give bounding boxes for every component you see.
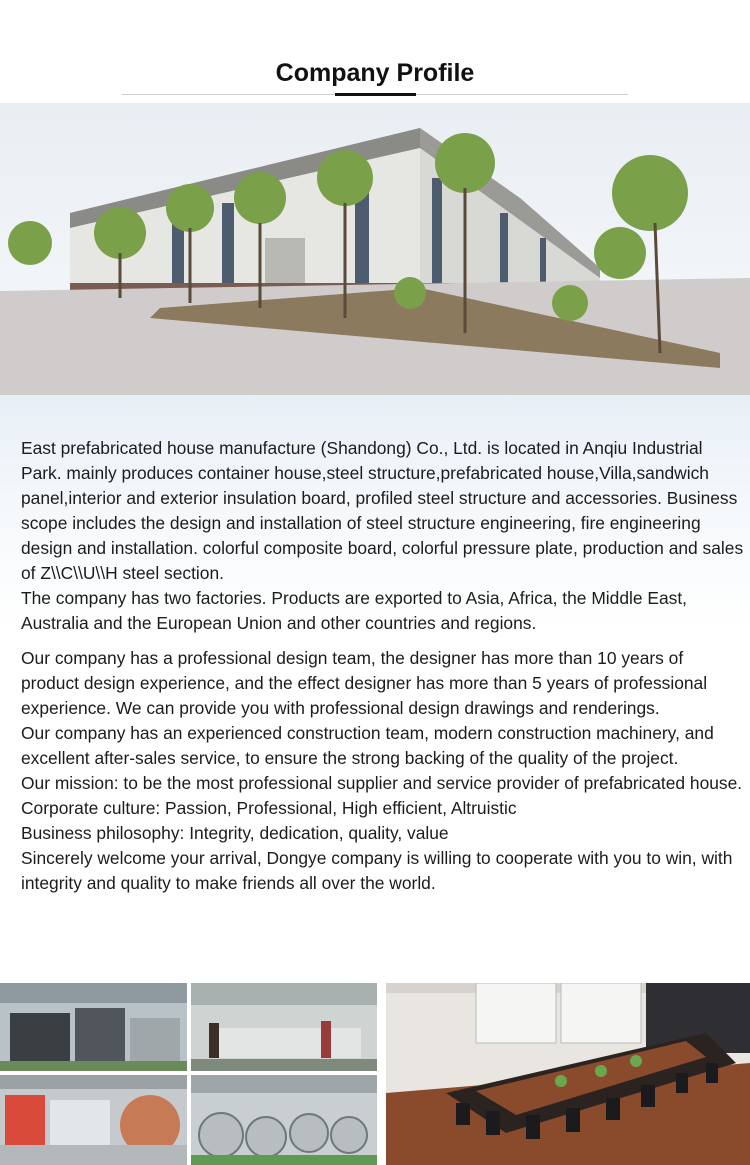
details-paragraph: Our mission: to be the most professional supplier and service provider of prefabricated house.: [21, 773, 743, 793]
workshop-photo: [0, 983, 187, 1071]
details-paragraph: Our company has an experienced construction team, modern construction machinery, and excellent after-sales service, to ensure the strong backing of the quality of the project.: [21, 723, 714, 768]
steel-coil-photo: [191, 1075, 377, 1165]
details-paragraph: Corporate culture: Passion, Professional, High efficient, Altruistic: [21, 798, 517, 818]
factory-photo: [0, 103, 750, 395]
header: [0, 0, 750, 103]
title-underline: [335, 93, 416, 96]
workshop-photo: [191, 983, 377, 1071]
meeting-room-photo: [386, 983, 750, 1165]
intro-paragraph: East prefabricated house manufacture (Shandong) Co., Ltd. is located in Anqiu Industrial Park. mainly produces container house,steel structure,prefabricated house,Villa,sandwich panel,interior and exterior insulation board, profiled steel structure and accessories. Business scope includes the design and installation of steel structure engineering, fire engineering design and installation. colorful composite board, colorful pressure plate, production and sales of Z\\C\\U\\H steel section.: [21, 438, 744, 583]
page-title: Company Profile: [275, 59, 475, 87]
details-paragraph: Our company has a professional design team, the designer has more than 10 years of product design experience, and the effect designer has more than 5 years of professional experience. We can provide you with professional design drawings and renderings.: [21, 648, 708, 718]
details-paragraph: Sincerely welcome your arrival, Dongye company is willing to cooperate with you to win, with integrity and quality to make friends all over the world.: [21, 848, 733, 893]
steel-profile-photo: [0, 1075, 187, 1165]
intro-paragraph: The company has two factories. Products are exported to Asia, Africa, the Middle East, Australia and the European Union and other countries and regions.: [21, 588, 688, 633]
intro-text: [21, 436, 746, 636]
details-paragraph: Business philosophy: Integrity, dedication, quality, value: [21, 823, 449, 843]
details-text: [21, 646, 746, 896]
